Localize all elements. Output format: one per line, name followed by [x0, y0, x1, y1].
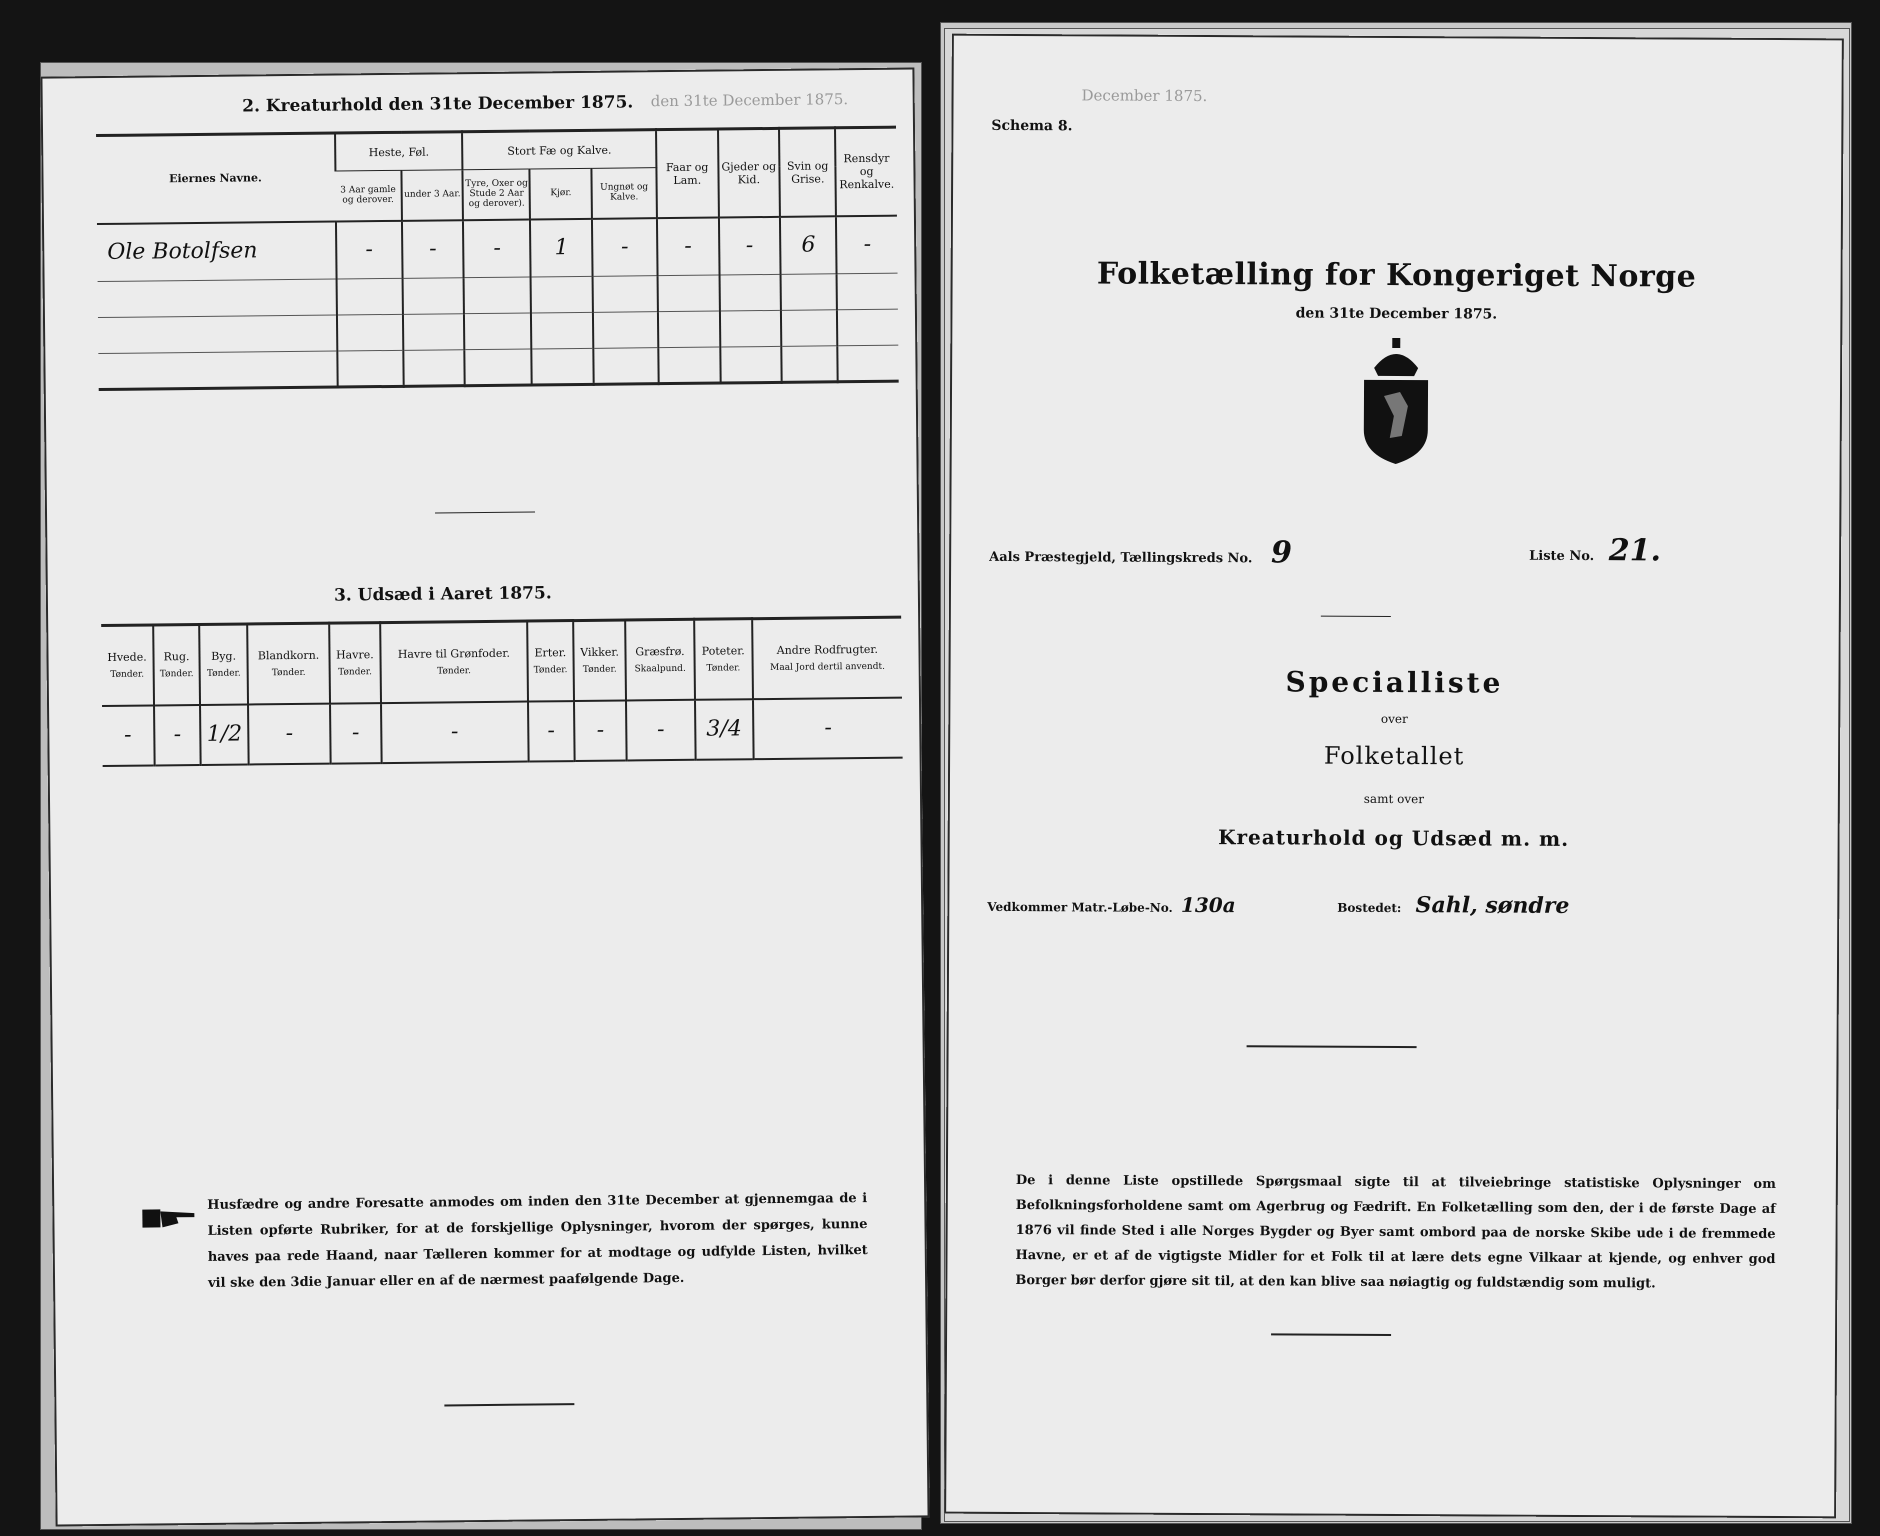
- bosted-label: Bostedet:: [1337, 900, 1402, 916]
- seed-col-header: [101, 625, 154, 706]
- seed-col-header: [694, 619, 753, 700]
- seed-table: [101, 616, 902, 767]
- horse-under3-header: under 3 Aar.: [401, 170, 463, 221]
- seed-col-unit: Tønder.: [533, 665, 568, 676]
- cattle-young-header: Ungnøt og Kalve.: [592, 168, 657, 219]
- seed-col-header: [153, 624, 200, 704]
- list-number: 21.: [1608, 533, 1662, 569]
- pigs-header: Svin og Grise.: [779, 128, 836, 217]
- ghost-header-right: December 1875.: [1081, 86, 1208, 106]
- pigs-cell: 6: [780, 216, 837, 275]
- matr-label: Vedkommer Matr.-Løbe-No.: [987, 899, 1173, 915]
- parish-line: [989, 534, 1292, 571]
- divider: [1247, 1045, 1417, 1048]
- seed-value-cell: -: [381, 701, 529, 763]
- seed-value-cell: -: [626, 699, 695, 760]
- seed-col-name: Andre Rodfrugter.: [776, 643, 879, 658]
- schema-label: Schema 8.: [991, 117, 1073, 135]
- cattle-young-cell: -: [592, 218, 657, 277]
- seed-col-name: Vikker.: [580, 645, 619, 660]
- left-page: [40, 67, 929, 1526]
- seed-col-unit: Tønder.: [110, 669, 145, 681]
- seed-col-header: [380, 621, 528, 703]
- ghost-header-left: den 31te December 1875.: [650, 90, 849, 111]
- livestock-title: 2. Kreaturhold den 31te December 1875.: [242, 92, 634, 117]
- folketallet-heading: Folketallet: [1323, 741, 1465, 771]
- reindeer-header: Rensdyr og Renkalve.: [835, 127, 897, 216]
- seed-col-name: Erter.: [534, 646, 567, 660]
- divider: [444, 1403, 574, 1406]
- seed-col-name: Poteter.: [701, 644, 745, 658]
- table-row: [97, 215, 898, 281]
- seed-col-header: [625, 619, 694, 700]
- seed-col-name: Havre.: [335, 648, 374, 662]
- kreaturhold-heading: Kreaturhold og Udsæd m. m.: [1218, 825, 1570, 851]
- district-number: 9: [1270, 535, 1292, 571]
- seed-col-header: [247, 623, 329, 704]
- livestock-table: [96, 126, 899, 391]
- seed-value-cell: -: [248, 703, 330, 764]
- main-title: Folketælling for Kongeriget Norge: [1096, 256, 1697, 295]
- over-text: over: [1380, 711, 1408, 727]
- seed-col-unit: Skaalpund.: [634, 664, 686, 675]
- seed-value-cell: -: [753, 697, 903, 759]
- seed-col-unit: Tønder.: [206, 668, 241, 680]
- seed-col-name: Hvede.: [107, 650, 147, 665]
- seed-value-cell: -: [574, 700, 627, 761]
- census-date: den 31te December 1875.: [1295, 305, 1498, 323]
- seed-col-name: Havre til Grønfoder.: [397, 646, 511, 662]
- seed-col-name: Rug.: [163, 650, 190, 664]
- bosted-line: [1337, 892, 1569, 919]
- horse-3plus-cell: -: [336, 220, 403, 279]
- seed-col-name: Blandkorn.: [257, 648, 320, 663]
- cattle-cows-header: Kjør.: [530, 168, 592, 219]
- table-row: [102, 697, 903, 765]
- seed-col-unit: Tønder.: [271, 668, 306, 679]
- seed-col-unit: Tønder.: [582, 664, 617, 676]
- right-page: [944, 34, 1844, 1519]
- seed-col-header: [527, 621, 574, 701]
- matr-line: [987, 892, 1235, 917]
- seed-col-name: Græsfrø.: [635, 645, 685, 659]
- owner-cell: Ole Botolfsen: [107, 238, 258, 266]
- notice-text: Husfædre og andre Foresatte anmodes om inden den 31te December at gjennemgaa de i Listen opførte Rubriker, for at de forskjellige Oplysninger, hvorom der spørges, kunne haves paa rede Haand, naar Tælleren kommer for at modtage og udfylde Listen, hvilket vil ske den 3die Januar eller en af de nærmest paafølgende Dage.: [207, 1191, 868, 1291]
- list-label: Liste No.: [1529, 548, 1595, 565]
- divider: [435, 511, 535, 513]
- seed-col-unit: Tønder.: [159, 669, 194, 680]
- reindeer-cell: -: [836, 215, 897, 274]
- cattle-cows-cell: 1: [530, 218, 592, 277]
- parish-label: Præstegjeld, Tællingskreds No.: [1024, 550, 1253, 567]
- seed-value-cell: -: [330, 703, 382, 764]
- seed-col-header: [199, 624, 248, 704]
- seed-col-name: Byg.: [211, 649, 237, 664]
- matr-number: 130a: [1180, 892, 1236, 918]
- seed-col-unit: Tønder.: [706, 663, 741, 674]
- seed-col-header: [573, 620, 626, 701]
- horse-3plus-header: 3 Aar gamle og derover.: [340, 185, 396, 206]
- seed-value-cell: 3/4: [695, 699, 754, 760]
- parish-prefix: Aals: [989, 549, 1020, 566]
- seed-col-header: [752, 617, 902, 699]
- divider: [1271, 1333, 1391, 1336]
- sheep-header: Faar og Lam.: [656, 129, 719, 218]
- cattle-bulls-header: Tyre, Oxer og Stude 2 Aar og derover).: [463, 169, 531, 220]
- specialliste-heading: Specialliste: [1285, 665, 1504, 700]
- seed-col-unit: Maal Jord dertil anvendt.: [770, 662, 886, 674]
- horse-under3-cell: -: [402, 220, 464, 279]
- seed-value-cell: -: [154, 704, 201, 764]
- seed-title: 3. Udsæd i Aaret 1875.: [333, 583, 552, 606]
- table-row: [98, 345, 898, 389]
- goats-cell: -: [718, 216, 780, 275]
- goats-header: Gjeder og Kid.: [718, 128, 781, 217]
- sheep-cell: -: [657, 217, 719, 276]
- seed-value-cell: 1/2: [200, 704, 249, 765]
- horse-group-header: Heste, Føl.: [335, 132, 463, 171]
- divider: [1321, 616, 1391, 617]
- seed-value-cell: -: [123, 722, 132, 748]
- cattle-bulls-cell: -: [463, 219, 531, 278]
- seed-col-header: [329, 623, 381, 704]
- cattle-group-header: Stort Fæ og Kalve.: [462, 130, 656, 170]
- footer-text: De i denne Liste opstillede Spørgsmaal sigte til at tilveiebringe statistiske Oplysninger om Befolkningsforholdene samt om Agerbrug og Fædrift. En Folketælling som den, der i de første Dage af 1876 vil finde Sted i alle Norges Bygder og Byer samt ombord paa de norske Skibe ude i de fremmede Havne, er et af de vigtigste Midler for et Folk til at lære dets egne Vilkaar at kjende, og enhver god Borger bør derfor gjøre sit til, at den kan blive saa nøiagtig og fuldstændig som muligt.: [1015, 1173, 1776, 1292]
- coat-of-arms-icon: [1354, 336, 1439, 466]
- seed-col-unit: Tønder.: [437, 666, 472, 677]
- seed-col-unit: Tønder.: [338, 667, 373, 678]
- bosted-value: Sahl, søndre: [1415, 892, 1570, 919]
- pointing-hand-icon: [140, 1203, 198, 1234]
- list-line: [1529, 533, 1661, 569]
- samt-over-text: samt over: [1363, 791, 1424, 807]
- seed-value-cell: -: [528, 701, 575, 761]
- owner-header: Eiernes Navne.: [169, 171, 262, 186]
